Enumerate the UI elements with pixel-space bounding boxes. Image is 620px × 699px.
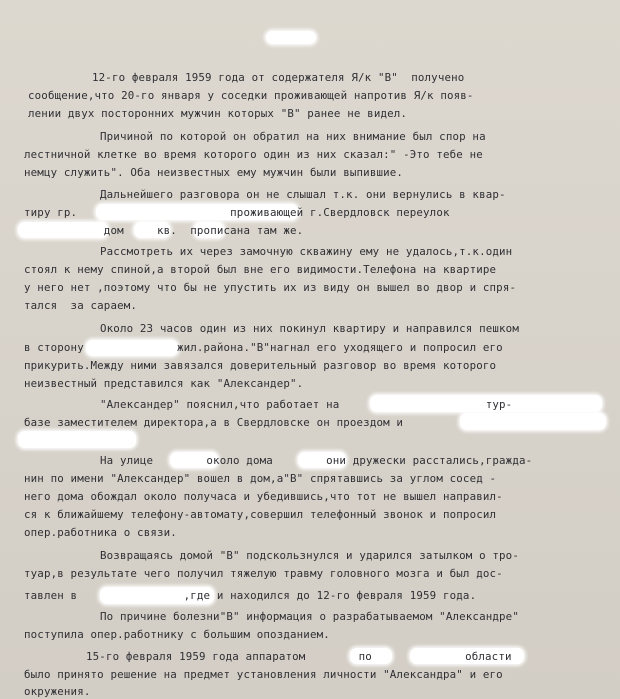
text-line: сообщение,что 20-го января у соседки проживающей напротив Я/к появ- (28, 89, 474, 102)
text-line: тавлен в ,где и находился до 12-го февраля 1959 года. (24, 589, 477, 602)
text-line: стоял к нему спиной,а второй был вне его видимости.Телефона на квартире (24, 263, 497, 276)
text-line: нин по имени "Александер" вошел в дом,а"В" спрятавшись за углом сосед - (24, 472, 497, 485)
text-line: лестничной клетке во время которого один из них сказал:" -Это тебе не (24, 148, 483, 161)
redaction-mark (18, 431, 136, 448)
text-line: дом кв. прописана там же. (24, 224, 304, 237)
redaction-mark (266, 31, 316, 44)
text-line: в сторону жил.района."В"нагнал его уходящего и попросил его (24, 341, 503, 354)
text-line: у него нет ,поэтому что бы не упустить их из виду он вышел во двор и спря- (24, 281, 517, 294)
text-line: опер.работника о связи. (24, 526, 177, 539)
text-line: окружения. (24, 685, 91, 698)
text-line: 15-го февраля 1959 года аппаратом по области (86, 650, 512, 663)
text-line: Рассмотреть их через замочную скважину ему не удалось,т.к.один (100, 245, 513, 258)
text-line: неизвестный представился как "Александер". (24, 377, 304, 390)
text-line: тиру гр. проживающей г.Свердловск переулок (24, 206, 450, 219)
text-line: немцу служить". Оба неизвестных ему мужчин были выпившие. (24, 166, 404, 179)
text-line: "Александер" пояснил,что работает на тур- (100, 398, 513, 411)
text-line: На улице около дома они дружески расстались,гражда- (100, 454, 533, 467)
text-line: лении двух посторонних мужчин которых "В" ранее не видел. (28, 107, 408, 120)
text-line: Около 23 часов один из них покинул квартиру и направился пешком (100, 322, 519, 335)
text-line: 12-го февраля 1959 года от содержателя Я/к "В" получено (92, 71, 465, 84)
text-line: Причиной по которой он обратил на них внимание был спор на (100, 130, 486, 143)
text-line: базе заместителем директора,а в Свердловске он проездом и (24, 416, 404, 429)
text-line: тался за сараем. (24, 299, 138, 312)
text-line: Возвращаясь домой "В" подскользнулся и ударился затылком о тро- (100, 549, 519, 562)
text-line: Дальнейшего разговора он не слышал т.к. они вернулись в квар- (100, 188, 506, 201)
text-line: прикурить.Между ними завязался доверительный разговор во время которого (24, 359, 497, 372)
text-line: По причине болезни"В" информация о разрабатываемом "Александре" (100, 610, 519, 623)
text-line: него дома обождал около получаса и убедившись,что тот не вышел направил- (24, 490, 503, 503)
text-line: поступила опер.работнику с большим опозданием. (24, 628, 330, 641)
text-line: было принято решение на предмет установления личности "Александра" и его (24, 668, 503, 681)
text-line: ся к ближайшему телефону-автомату,совершил телефонный звонок и попросил (24, 508, 497, 521)
text-line: туар,в результате чего получил тяжелую травму головного мозга и был дос- (24, 567, 503, 580)
redaction-mark (460, 413, 606, 430)
